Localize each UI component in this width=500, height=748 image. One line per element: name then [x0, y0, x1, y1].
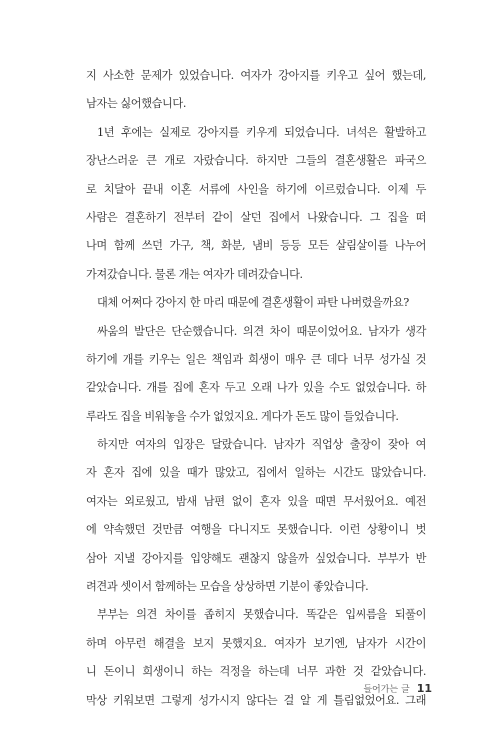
body-line: 하며 아무런 해결을 보지 못했지요. 여자가 보기엔, 남자가 시간이 — [86, 636, 426, 650]
body-line: 로 치달아 끝내 이혼 서류에 사인을 하기에 이르렀습니다. 이제 두 — [86, 182, 426, 196]
body-line: 려견과 셋이서 함께하는 모습을 상상하면 기분이 좋았습니다. — [86, 580, 369, 594]
body-line: 1년 후에는 실제로 강아지를 키우게 되었습니다. 녀석은 활발하고 — [97, 125, 426, 139]
body-line: 같았습니다. 개를 집에 혼자 두고 오래 나가 있을 수도 없었습니다. 하 — [86, 381, 426, 395]
body-line: 나며 함께 쓰던 가구, 책, 화분, 냄비 등등 모든 살림살이를 나누어 — [86, 239, 426, 253]
body-line: 루라도 집을 비워놓을 수가 없었지요. 게다가 돈도 많이 들었습니다. — [86, 409, 399, 423]
body-line: 에 약속했던 것만큼 여행을 다니지도 못했습니다. 이런 상황이니 벗 — [86, 523, 426, 537]
body-line: 막상 키워보면 그렇게 성가시지 않다는 걸 알 게 틀림없었어요. 그래 — [86, 693, 426, 707]
page-body — [86, 62, 426, 715]
body-line: 싸움의 발단은 단순했습니다. 의견 차이 때문이었어요. 남자가 생각 — [97, 324, 426, 338]
body-line: 대체 어쩌다 강아지 한 마리 때문에 결혼생활이 파탄 나버렸을까요? — [97, 296, 409, 310]
body-line: 하기에 개를 키우는 일은 책임과 희생이 매우 큰 데다 너무 성가실 것 — [86, 352, 426, 366]
page-number: 11 — [416, 682, 432, 695]
body-line: 사람은 결혼하기 전부터 같이 살던 집에서 나왔습니다. 그 집을 떠 — [86, 210, 426, 224]
body-line: 여자는 외로웠고, 밤새 남편 없이 혼자 있을 때면 무서웠어요. 예전 — [86, 494, 426, 508]
running-section-title: 들어가는 글 — [363, 685, 410, 695]
body-line: 하지만 여자의 입장은 달랐습니다. 남자가 직업상 출장이 잦아 여 — [97, 438, 426, 452]
body-line: 자 혼자 집에 있을 때가 많았고, 집에서 일하는 시간도 많았습니다. — [86, 466, 426, 480]
body-line: 지 사소한 문제가 있었습니다. 여자가 강아지를 키우고 싶어 했는데, — [86, 69, 426, 82]
body-line: 부부는 의견 차이를 좁히지 못했습니다. 똑같은 입씨름을 되풀이 — [97, 608, 426, 622]
body-line: 남자는 싫어했습니다. — [86, 97, 186, 111]
body-line: 가져갔습니다. 물론 개는 여자가 데려갔습니다. — [86, 267, 303, 281]
body-line: 장난스러운 큰 개로 자랐습니다. 하지만 그들의 결혼생활은 파국으 — [86, 154, 426, 168]
body-line: 니 돈이니 희생이니 하는 걱정을 하는데 너무 과한 것 같았습니다. — [86, 665, 426, 679]
body-line: 삼아 지낼 강아지를 입양해도 괜찮지 않을까 싶었습니다. 부부가 반 — [86, 551, 426, 565]
page-footer — [0, 677, 432, 696]
